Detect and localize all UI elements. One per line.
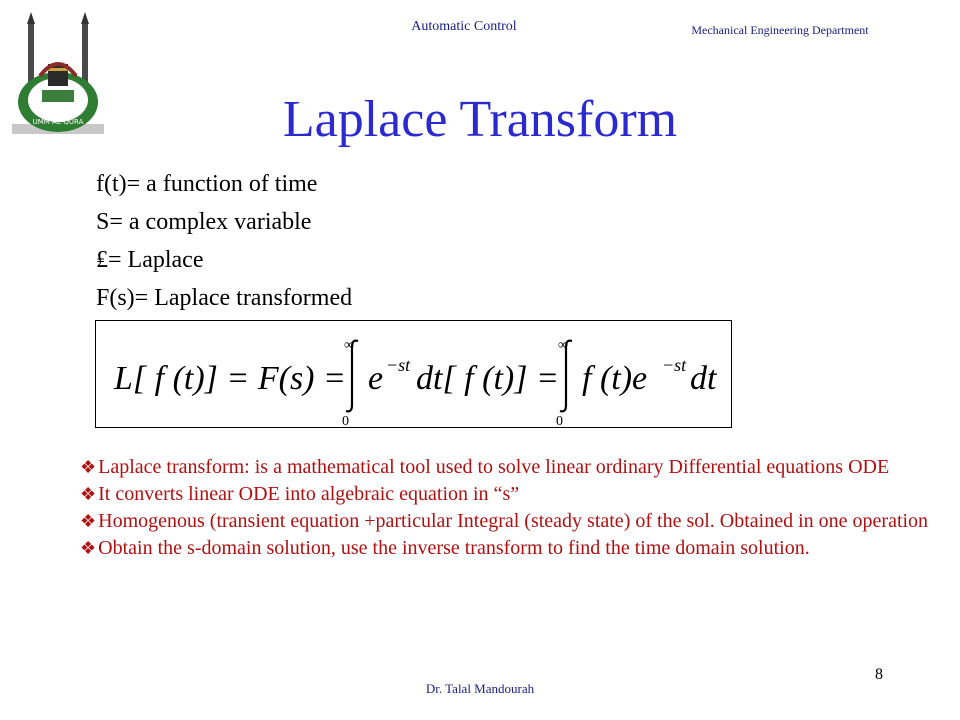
definition-ft: f(t)= a function of time (96, 171, 318, 197)
university-logo-icon (12, 12, 104, 144)
definition-laplace-symbol: ₤= Laplace (96, 247, 204, 273)
formula-exponent-1: −st (386, 355, 411, 375)
list-item: ❖ Laplace transform: is a mathematical tool used to solve linear ordinary Differential equations ODE (80, 456, 890, 478)
definition-Fs: F(s)= Laplace transformed (96, 285, 353, 311)
list-item: ❖ Obtain the s-domain solution, use the inverse transform to find the time domain solution. (80, 537, 810, 559)
formula-lhs: L[ f (t)] = F(s) = (114, 360, 346, 397)
formula-dt-1: dt[ f (t)] = (416, 360, 559, 397)
slide-title: Laplace Transform (282, 91, 678, 148)
formula-lower-limit-1: 0 (342, 414, 349, 427)
definition-s: S= a complex variable (96, 209, 312, 235)
list-item: ❖ Homogenous (transient equation +particular Integral (steady state) of the sol. Obtained in one operation (80, 510, 929, 532)
laplace-formula (96, 321, 731, 427)
footer-author: Dr. Talal Mandourah (425, 681, 535, 696)
bullet-list (80, 454, 940, 562)
header-department: Mechanical Engineering Department (691, 23, 869, 37)
svg-text:UMM AL-QURA: UMM AL-QURA (32, 118, 84, 126)
diamond-bullet-icon: ❖ (80, 457, 97, 477)
formula-upper-limit-1: ∞ (344, 338, 354, 353)
header-course-title: Automatic Control (411, 19, 517, 34)
formula-integrand-2: f (t)e (582, 360, 648, 397)
diamond-bullet-icon: ❖ (80, 511, 97, 531)
formula-exponent-2: −st (662, 355, 687, 375)
formula-lower-limit-2: 0 (556, 414, 563, 427)
diamond-bullet-icon: ❖ (80, 484, 97, 504)
page-number: 8 (875, 666, 883, 683)
formula-upper-limit-2: ∞ (558, 338, 568, 353)
laplace-formula-box (95, 320, 732, 428)
diamond-bullet-icon: ❖ (80, 538, 97, 558)
formula-integrand-1: e (368, 360, 384, 397)
list-item: ❖ It converts linear ODE into algebraic equation in “s” (80, 483, 520, 505)
formula-dt-2: dt (690, 360, 717, 397)
